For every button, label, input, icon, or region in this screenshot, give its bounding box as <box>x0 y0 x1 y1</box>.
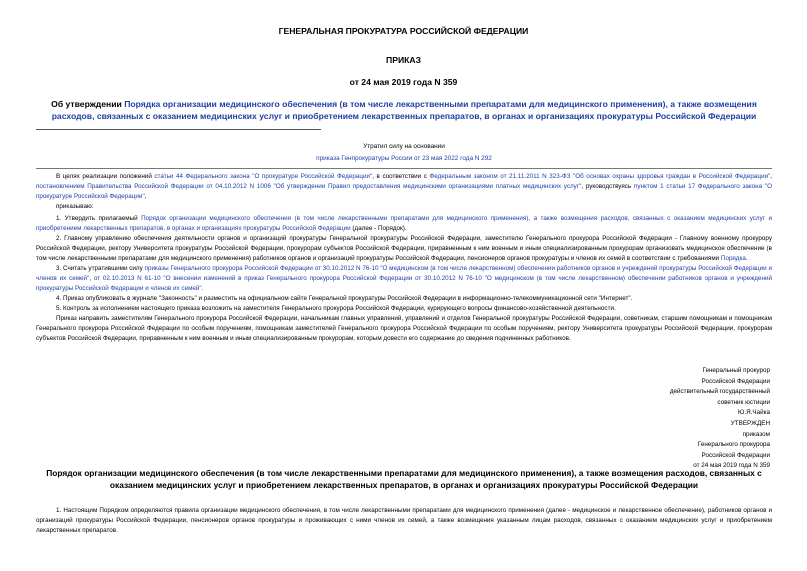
status-link[interactable]: приказа Генпрокуратуры России от 23 мая 2022 года N 292 <box>316 155 492 162</box>
document-date: от 24 мая 2019 года N 359 <box>349 77 458 87</box>
link-fz323[interactable]: Федеральным законом от 21.11.2011 N 323-ФЗ "Об основах охраны здоровья граждан в Российской Федерации" <box>429 173 771 180</box>
item-3 <box>36 264 772 294</box>
preamble-text: , руководствуясь <box>581 183 634 190</box>
signature-line: Генеральный прокурор <box>702 367 770 374</box>
distribution-paragraph: Приказ направить заместителям Генерального прокурора Российской Федерации, начальникам главных управлений, управлений и отделов Генеральной прокуратуры Российской Федерации, советникам, старшим помощникам и помощникам Генерального прокурора Российской Федерации по особым поручениям, помощникам заместителей Генерального прокурора Российской Федерации по особым поручениям, ректору Университета прокуратуры Российской Федерации, прокурорам субъектов Российской Федерации, приравненным к ним военным и иным специализированным прокурорам, которым довести его содержание до сведения подчиненных работников. <box>36 315 772 342</box>
item-text: (далее - Порядок). <box>350 225 407 232</box>
signature-line: Российской Федерации <box>701 377 770 385</box>
item-text: . <box>745 255 748 262</box>
document-type: ПРИКАЗ <box>386 55 421 65</box>
title-link[interactable]: Порядка организации медицинского обеспечения (в том числе лекарственными препаратами для медицинского применения), а также возмещения расходов, связанных с оказанием медицинских услуг и приобретением лекарственных препаратов, в органах и организациях прокуратуры Российской Федерации <box>51 99 757 121</box>
document-title <box>36 98 772 122</box>
signature-line: действительный государственный <box>669 388 770 396</box>
title-prefix: Об утверждении <box>51 99 125 109</box>
approval-line: Генерального прокурора <box>697 441 770 449</box>
link-order-76-10[interactable]: приказы Генерального прокурора Российской Федерации от 30.10.2012 N 76-10 "О медицинском (в том числе лекарственном) обеспечении работников органов и учреждений прокуратуры Российской Федерации и членов их семей" <box>36 265 772 282</box>
approval-line: от 24 мая 2019 года N 359 <box>693 462 770 470</box>
item-4: 4. Приказ опубликовать в журнале "Законность" и разместить на официальном сайте Генеральной прокуратуры Российской Федерации в информационно-телекоммуникационной сети "Интернет". <box>56 295 633 302</box>
signature-line: советник юстиции <box>717 398 770 406</box>
signature-block <box>560 366 770 472</box>
order-body <box>36 506 772 536</box>
link-poryadka[interactable]: Порядка <box>720 255 746 262</box>
link-art17[interactable]: пунктом 1 статьи 17 Федерального закона "О прокуратуре Российской Федерации" <box>36 183 772 200</box>
order-title: Порядок организации медицинского обеспечения (в том числе лекарственными препаратами для медицинского применения), а также возмещения расходов, связанных с оказанием медицинских услуг и приобретением лекарственных препаратов, в органах и организациях прокуратуры Российской Федерации <box>46 468 762 490</box>
preamble-text: , в соответствии с <box>372 173 430 180</box>
status-note: Утратил силу на основании <box>363 143 445 150</box>
item-text: . <box>201 285 204 292</box>
item-text: 1. Утвердить прилагаемый <box>56 215 142 222</box>
document-body <box>36 172 772 344</box>
item-1 <box>36 214 772 234</box>
approval-line: приказом <box>742 430 770 438</box>
preamble-text: , <box>770 173 772 180</box>
approval-line: Российской Федерации <box>701 451 770 459</box>
approval-line: УТВЕРЖДЕН <box>730 419 770 427</box>
link-art44[interactable]: статьи 44 Федерального закона "О прокуратуре Российской Федерации" <box>154 173 373 180</box>
item-5: 5. Контроль за исполнением настоящего приказа возложить на заместителя Генерального прокурора Российской Федерации, курирующего вопросы финансово-хозяйственной деятельности. <box>56 305 616 312</box>
item-text: 2. Главному управлению обеспечения деятельности органов и организаций прокуратуры Генеральной прокуратуры Российской Федерации, заместителю Генерального прокурора Российской Федерации - Главному военному прокурору Российской Федерации, ректору Университета прокуратуры Российской Федерации, прокурорам субъектов Российской Федерации, приравненным к ним военным и иным специализированным прокурорам организовать медицинское обеспечение (в том числе лекарственными препаратами для медицинского применения) работников органов и организаций прокуратуры Российской Федерации, пенсионеров органов прокуратуры и членов их семей в соответствии с требованиями <box>36 235 772 262</box>
link-order-61-10[interactable]: от 02.10.2013 N 61-10 "О внесении изменений в приказ Генерального прокурора Российской Федерации от 30.10.2012 N 76-10 "О медицинском (в том числе лекарственном) обеспечении работников органов и учреждений прокуратуры Российской Федерации и членов их семей" <box>36 275 772 292</box>
signature-line: Ю.Я.Чайка <box>737 409 770 417</box>
preamble-text: , <box>144 193 147 200</box>
link-pp1006[interactable]: постановлением Правительства Российской Федерации от 04.10.2012 N 1006 "Об утверждении Правил предоставления медицинскими организациями платных медицинских услуг" <box>36 183 582 190</box>
preamble-text: В целях реализации положений <box>56 173 155 180</box>
order-word: приказываю: <box>56 203 94 210</box>
status-link-line <box>36 155 772 162</box>
item-text: , <box>89 275 94 282</box>
divider-full <box>36 168 772 169</box>
preamble <box>36 172 772 202</box>
divider-short <box>36 129 321 130</box>
organization-heading: ГЕНЕРАЛЬНАЯ ПРОКУРАТУРА РОССИЙСКОЙ ФЕДЕРАЦИИ <box>278 26 529 36</box>
item-text: 3. Считать утратившими силу <box>56 265 145 272</box>
item-2 <box>36 234 772 264</box>
link-poryadok[interactable]: Порядок организации медицинского обеспечения (в том числе лекарственными препаратами для медицинского применения), а также возмещения расходов, связанных с оказанием медицинских услуг и приобретением лекарственных препаратов, в органах и организациях прокуратуры Российской Федерации <box>36 215 773 232</box>
order-paragraph-1: 1. Настоящим Порядком определяются правила организации медицинского обеспечения, в том числе лекарственными препаратами для медицинского применения (далее - медицинское и лекарственное обеспечение), работников органов и организаций прокуратуры Российской Федерации, пенсионеров органов прокуратуры и проживающих с ними членов их семей, а также возмещения указанным лицам расходов, связанных с оказанием медицинских услуг и приобретением лекарственных препаратов. <box>36 507 772 534</box>
